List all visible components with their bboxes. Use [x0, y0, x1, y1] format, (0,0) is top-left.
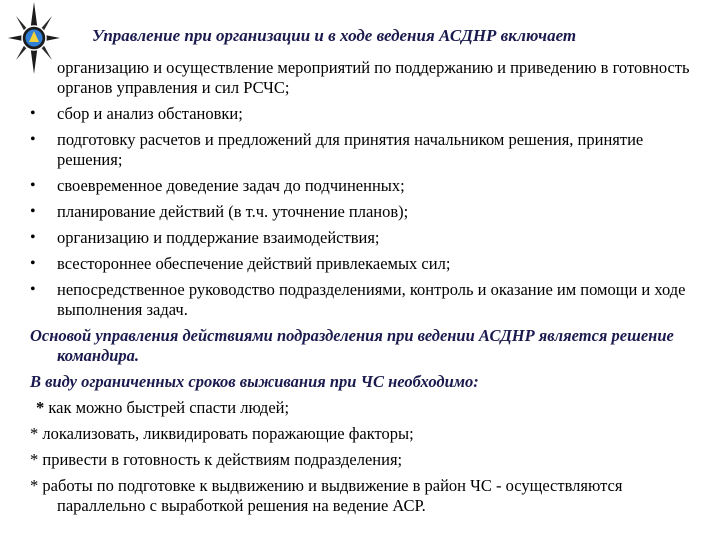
- list-item: [30, 228, 706, 248]
- list-item-text: своевременное доведение задач до подчиненных;: [57, 176, 405, 195]
- list-item: [30, 280, 706, 320]
- star-mark: *: [36, 398, 45, 417]
- intro-item: [30, 58, 706, 98]
- star-item-text: как можно быстрей спасти людей;: [44, 398, 290, 417]
- list-item: [30, 176, 706, 196]
- list-item-text: подготовку расчетов и предложений для принятия начальником решения, принятие решения;: [57, 130, 644, 169]
- bullet-icon: •: [30, 177, 36, 194]
- star-item: [30, 476, 706, 516]
- statement-necessity: В виду ограниченных сроков выживания при ЧС необходимо:: [30, 372, 479, 391]
- list-item: [30, 202, 706, 222]
- star-item: [30, 424, 706, 444]
- list-item-text: планирование действий (в т.ч. уточнение планов);: [57, 202, 409, 221]
- bullet-icon: •: [30, 281, 36, 298]
- slide-body: [30, 58, 706, 522]
- list-item-text: организацию и поддержание взаимодействия;: [57, 228, 380, 247]
- star-mark: *: [30, 476, 39, 495]
- list-item: [30, 104, 706, 124]
- bullet-icon: •: [30, 131, 36, 148]
- bullet-icon: •: [30, 229, 36, 246]
- star-mark: *: [30, 450, 39, 469]
- star-item: [30, 398, 706, 418]
- list-item: [30, 254, 706, 274]
- list-item-text: сбор и анализ обстановки;: [57, 104, 243, 123]
- bullet-icon: •: [30, 203, 36, 220]
- list-item-text: непосредственное руководство подразделениями, контроль и оказание им помощи и ходе выполнения задач.: [57, 280, 686, 319]
- list-item-text: всестороннее обеспечение действий привлекаемых сил;: [57, 254, 451, 273]
- star-item-text: привести в готовность к действиям подразделения;: [38, 450, 403, 469]
- statement-decision: Основой управления действиями подразделения при ведении АСДНР является решение командира.: [30, 326, 674, 365]
- slide-title: Управление при организации и в ходе ведения АСДНР включает: [92, 26, 577, 45]
- list-item: [30, 130, 706, 170]
- star-item-text: работы по подготовке к выдвижению и выдвижение в район ЧС - осуществляются параллельно с выработкой решения на ведение АСР.: [38, 476, 623, 515]
- star-item-text: локализовать, ликвидировать поражающие факторы;: [38, 424, 414, 443]
- star-item: [30, 450, 706, 470]
- intro-item-text: организацию и осуществление мероприятий по поддержанию и приведению в готовность органов управления и сил РСЧС;: [57, 58, 690, 97]
- star-mark: *: [30, 424, 39, 443]
- bullet-icon: •: [30, 105, 36, 122]
- bullet-icon: •: [30, 255, 36, 272]
